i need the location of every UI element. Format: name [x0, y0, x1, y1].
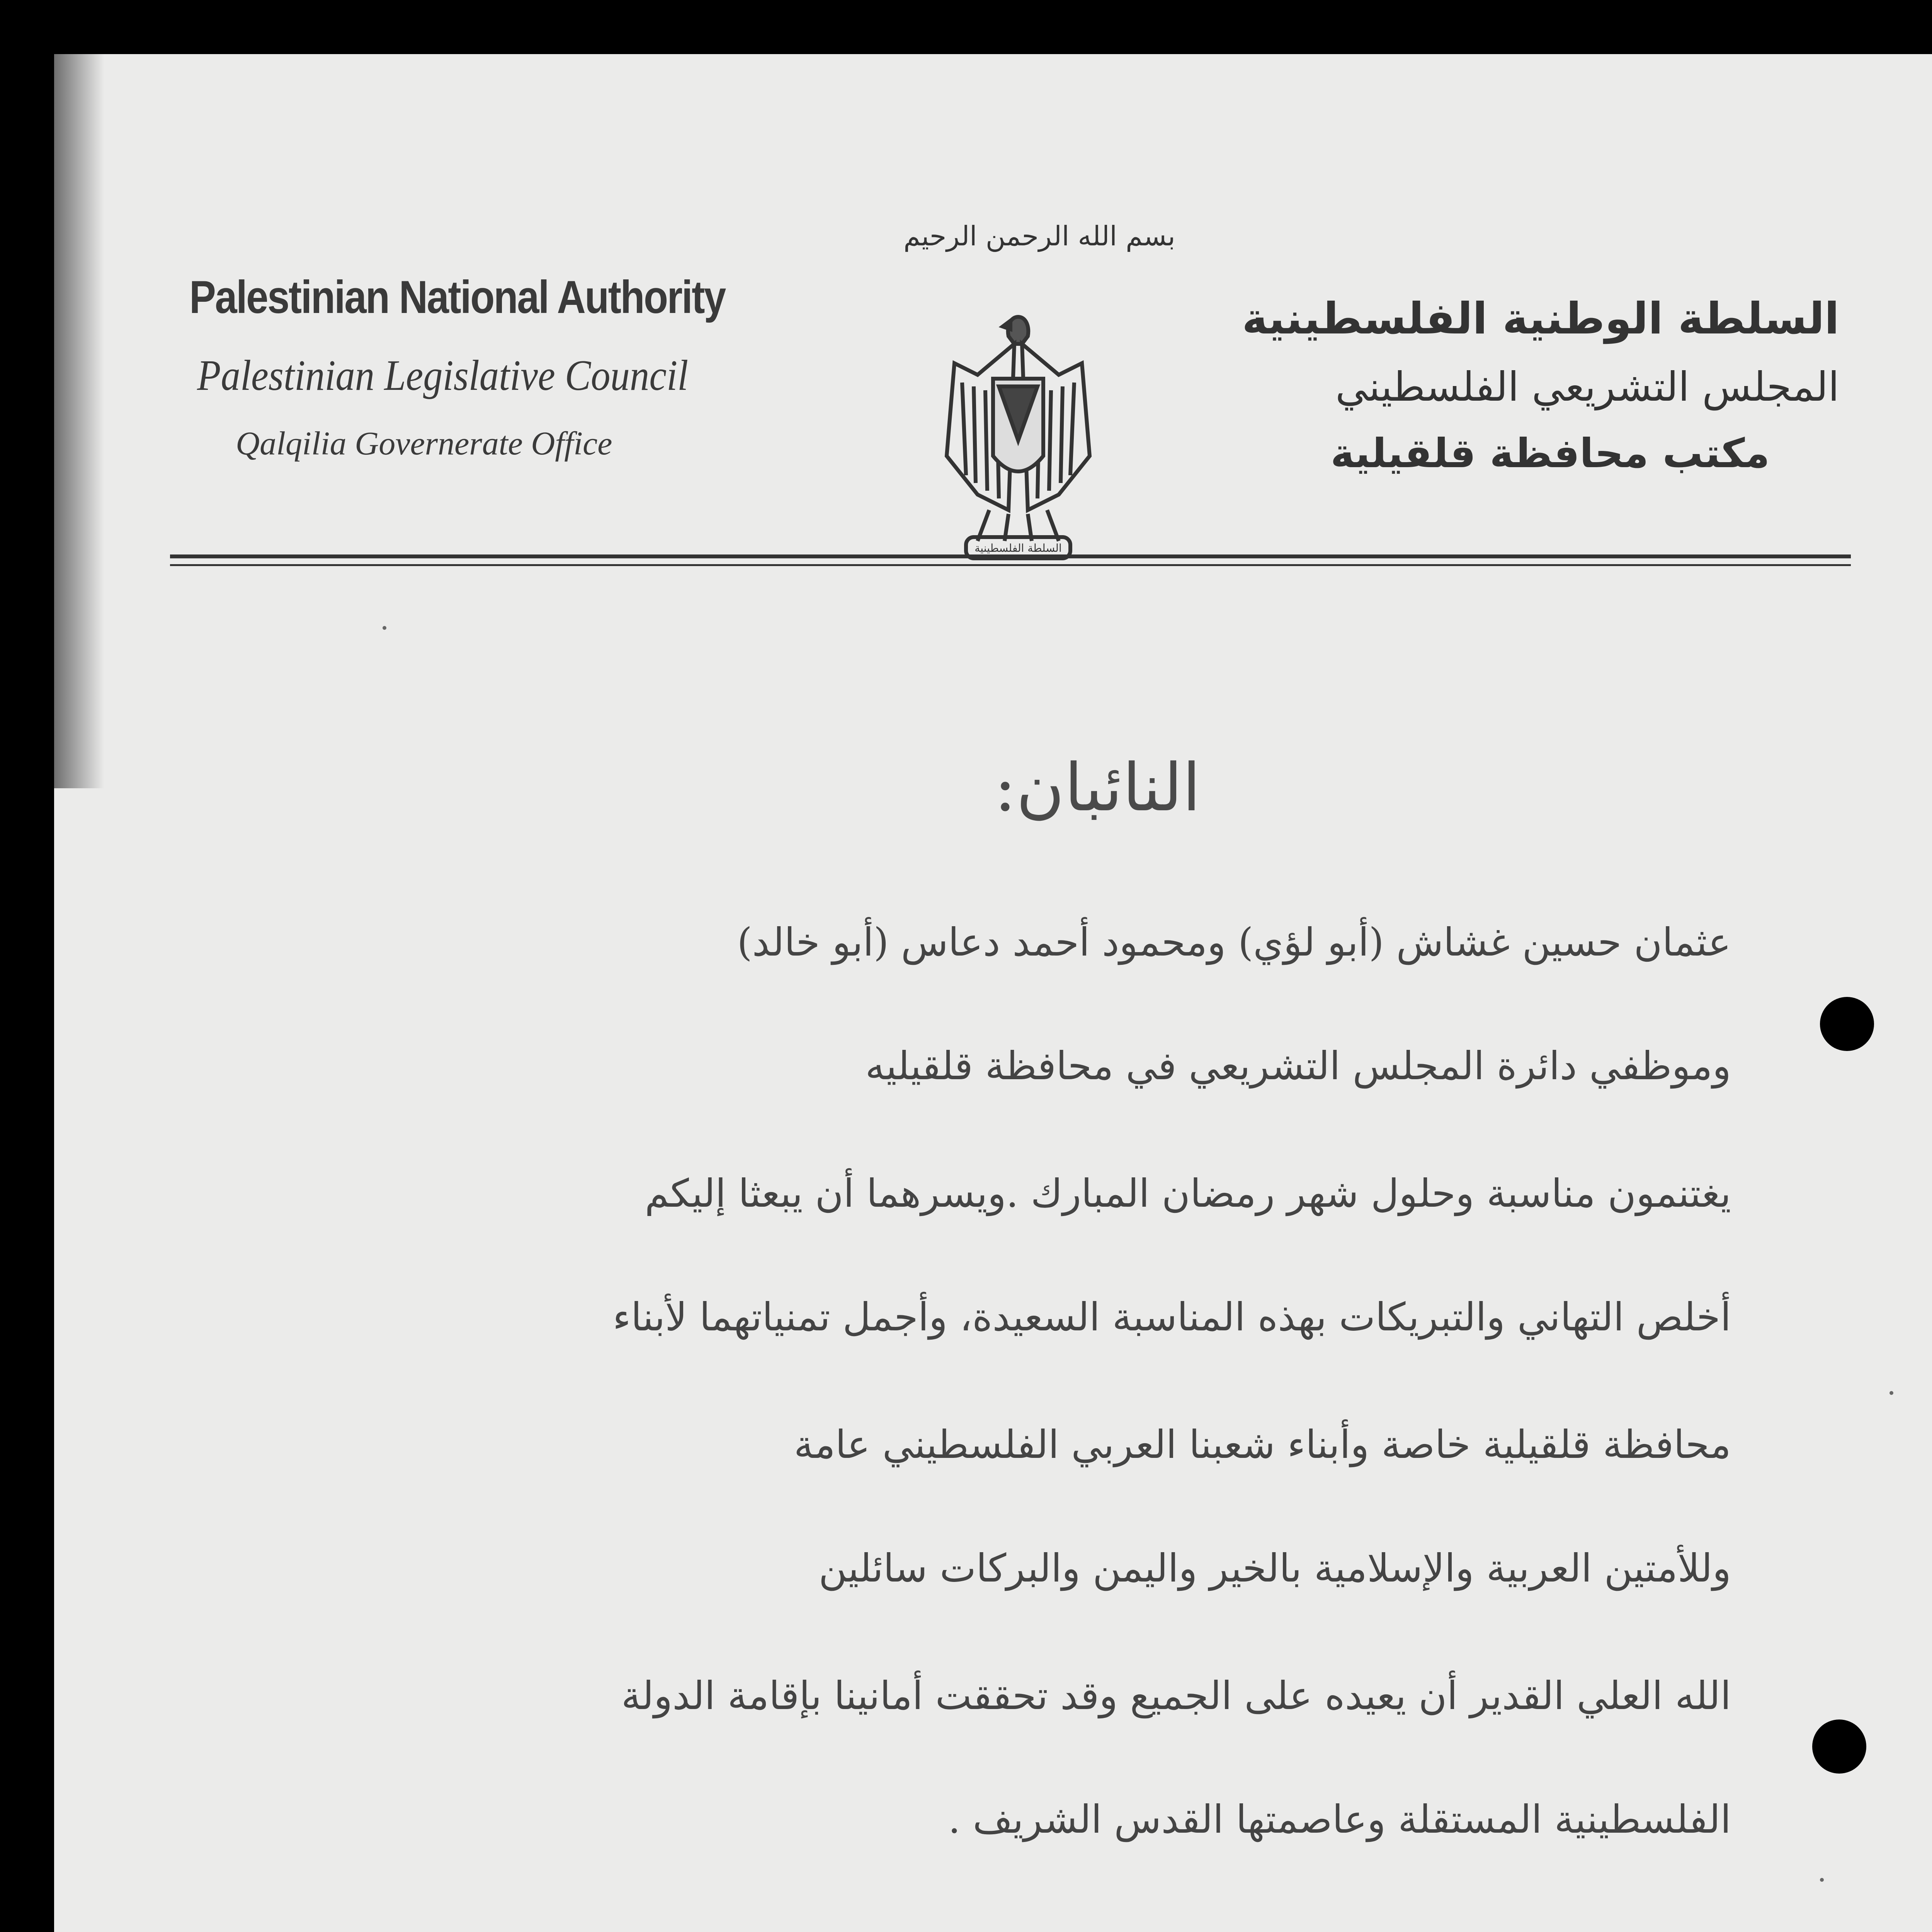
body-line-3: أخلص التهاني والتبريكات بهذه المناسبة السعيدة، وأجمل تمنياتهما لأبناء [612, 1294, 1731, 1340]
letterhead-arabic [1213, 294, 1839, 477]
body-line-4: محافظة قلقيلية خاصة وأبناء شعبنا العربي الفلسطيني عامة [794, 1422, 1731, 1467]
sender-names: عثمان حسين غشاش (أبو لؤي) ومحمود أحمد دعاس (أبو خالد) [737, 920, 1731, 965]
punch-hole [1812, 1719, 1866, 1774]
basmala: بسم الله الرحمن الرحيم [903, 220, 1175, 252]
scan-speck [1889, 1391, 1893, 1395]
arabic-authority-name: السلطة الوطنية الفلسطينية [1242, 294, 1839, 344]
header-divider-thin [170, 564, 1851, 566]
palestinian-eagle-emblem-icon [931, 294, 1105, 572]
scan-speck [383, 626, 386, 630]
body-line-1: وموظفي دائرة المجلس التشريعي في محافظة قلقيليه [865, 1043, 1731, 1088]
emblem-caption: السلطة الفلسطينية [975, 542, 1062, 554]
body-line-2: يغتنمون مناسبة وحلول شهر رمضان المبارك .ويسرهما أن يبعثا إليكم [645, 1171, 1731, 1216]
letter-page [54, 54, 1932, 1932]
body-line-7: الفلسطينية المستقلة وعاصمتها القدس الشريف . [948, 1797, 1731, 1842]
punch-hole [1820, 997, 1874, 1051]
english-office-name: Qalqilia Governerate Office [236, 425, 612, 462]
letterhead-english [189, 270, 827, 463]
scan-edge-shadow [54, 54, 104, 788]
english-authority-name: Palestinian National Authority [189, 271, 725, 323]
body-line-6: الله العلي القدير أن يعيده على الجميع وقد تحققت أمانينا بإقامة الدولة [621, 1673, 1731, 1718]
arabic-council-name: المجلس التشريعي الفلسطيني [1335, 363, 1839, 410]
arabic-office-name: مكتب محافظة قلقيلية [1330, 430, 1770, 477]
english-council-name: Palestinian Legislative Council [197, 352, 689, 400]
letter-title: النائبان: [994, 750, 1201, 826]
body-line-5: وللأمتين العربية والإسلامية بالخير واليمن والبركات سائلين [818, 1546, 1731, 1591]
scan-speck [1820, 1878, 1824, 1882]
header-divider-thick [170, 554, 1851, 558]
